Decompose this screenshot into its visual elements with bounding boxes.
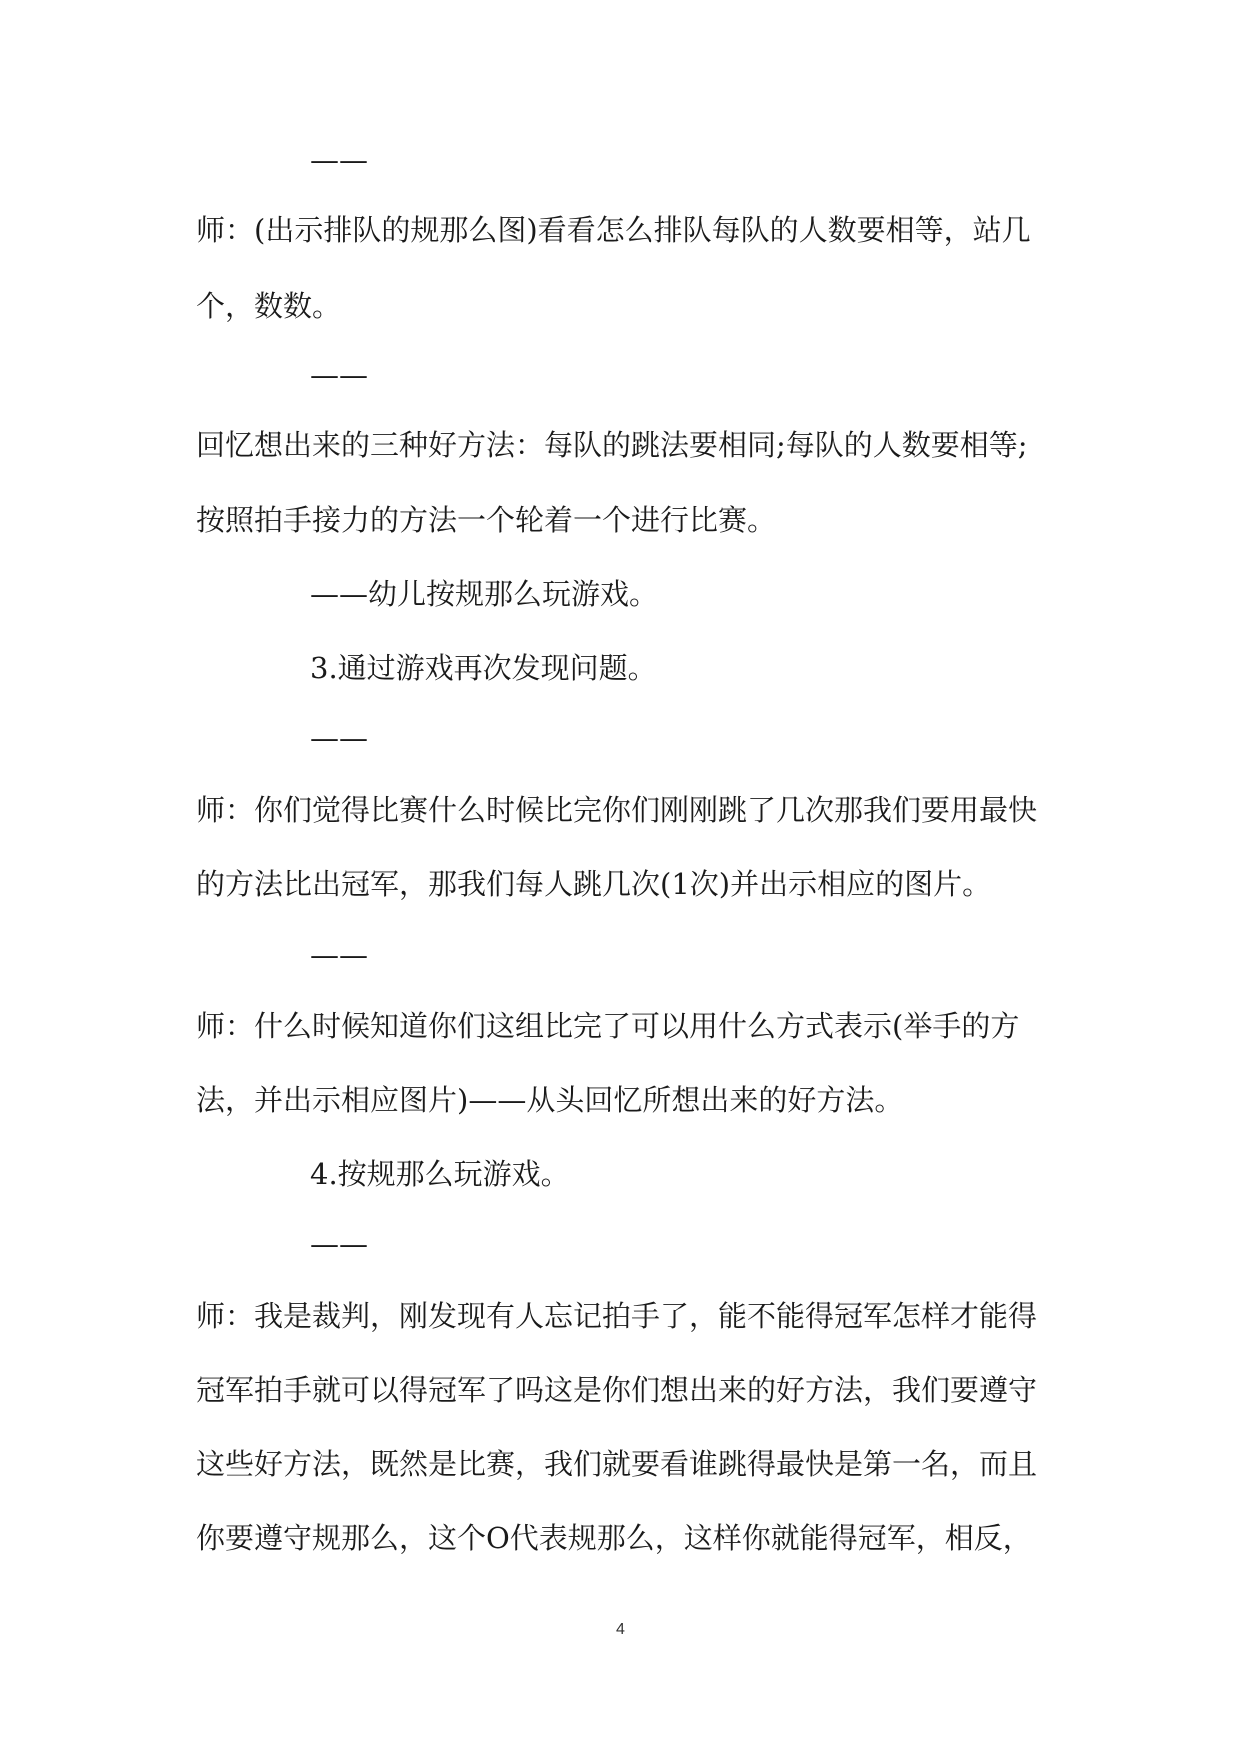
paragraph-line: 师：你们觉得比赛什么时候比完你们刚刚跳了几次那我们要用最快 [196, 793, 1038, 827]
paragraph-line: 你要遵守规那么，这个O代表规那么，这样你就能得冠军，相反， [196, 1521, 1032, 1555]
dash-line: —— [310, 721, 368, 755]
paragraph-line: ——幼儿按规那么玩游戏。 [310, 577, 659, 611]
dash-line: —— [310, 938, 368, 972]
paragraph-line: 冠军拍手就可以得冠军了吗这是你们想出来的好方法，我们要遵守 [196, 1373, 1038, 1407]
paragraph-line: 法，并出示相应图片)——从头回忆所想出来的好方法。 [196, 1083, 904, 1117]
paragraph-line: 的方法比出冠军，那我们每人跳几次(1次)并出示相应的图片。 [196, 867, 992, 901]
dash-line: —— [310, 358, 368, 392]
paragraph-line: 师：什么时候知道你们这组比完了可以用什么方式表示(举手的方 [196, 1009, 1020, 1043]
page-number: 4 [616, 1621, 625, 1638]
paragraph-line: 回忆想出来的三种好方法：每队的跳法要相同;每队的人数要相等; [196, 428, 1028, 462]
paragraph-line: 按照拍手接力的方法一个轮着一个进行比赛。 [196, 503, 777, 537]
paragraph-line: 师：我是裁判，刚发现有人忘记拍手了，能不能得冠军怎样才能得 [196, 1299, 1038, 1333]
paragraph-line: 个，数数。 [196, 289, 342, 323]
section-heading: 3.通过游戏再次发现问题。 [310, 651, 657, 685]
paragraph-line: 这些好方法，既然是比赛，我们就要看谁跳得最快是第一名，而且 [196, 1447, 1038, 1481]
paragraph-line: 师：(出示排队的规那么图)看看怎么排队每队的人数要相等，站几 [196, 213, 1031, 247]
section-heading: 4.按规那么玩游戏。 [310, 1157, 570, 1191]
dash-line: —— [310, 143, 368, 177]
dash-line: —— [310, 1227, 368, 1261]
